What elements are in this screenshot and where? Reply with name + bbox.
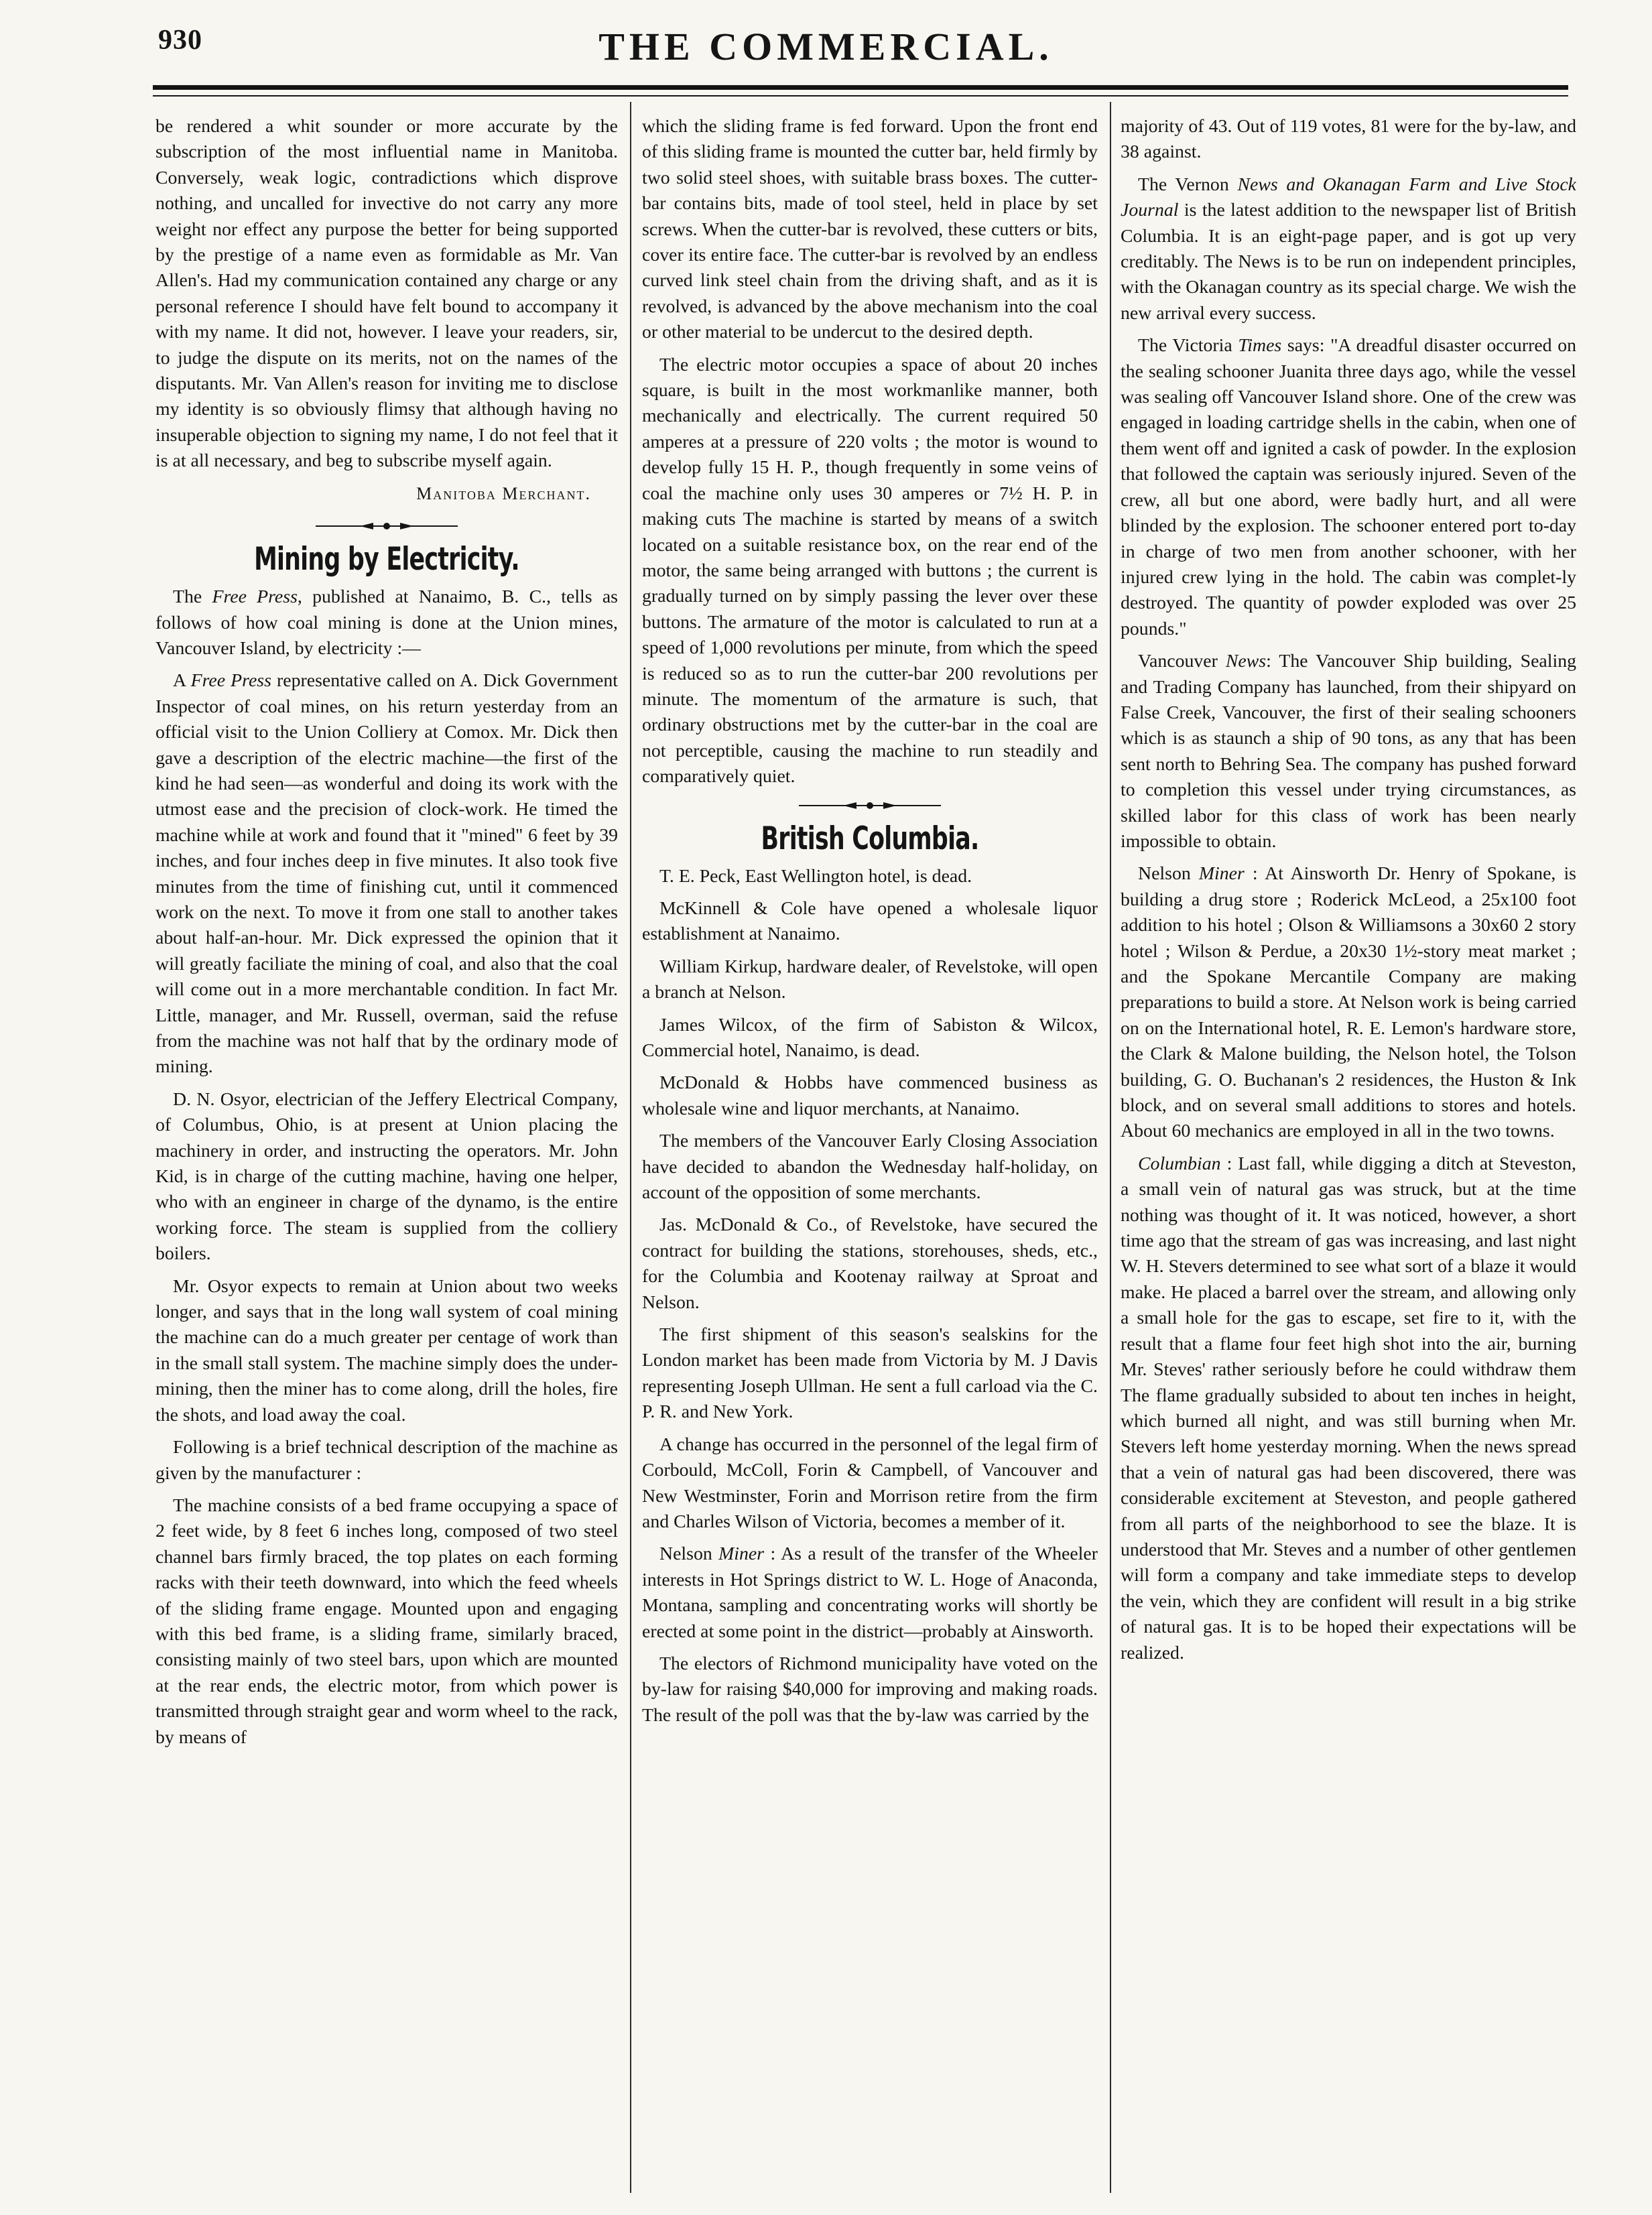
news-item: McDonald & Hobbs have commenced business as wholesale wine and liquor merchants, at Nanaimo. xyxy=(642,1072,1098,1119)
heading-british-columbia: British Columbia. xyxy=(761,820,979,857)
news-item: The members of the Vancouver Early Closing Association have decided to abandon the Wednesday half-holiday, on account of the opposition of some merchants. xyxy=(642,1131,1098,1204)
news-item: Vancouver News: The Vancouver Ship building, Sealing and Trading Company has launched, from their shipyard on False Creek, Vancouver, the first of their sealing schooners which is as staunch a ship of 90 tons, as any that has been sent north to Behring Sea. The company has pushed forward to completion this vessel under trying circumstances, as skilled labor for this class of work has been nearly impossible to obtain. xyxy=(1121,651,1576,852)
section-ornament xyxy=(155,520,618,532)
letter-paragraph: be rendered a whit sounder or more accurate by the subscription of the most influential name in Manitoba. Conversely, weak logic, contradictions which disprove nothing, and uncalled for invective do not carry any more weight nor effect any purpose the better for being supported by the prestige of a name even as formidable as Mr. Van Allen's. Had my communication contained any charge or any personal reference I should have felt bound to accompany it with my name. It did not, however. I leave your readers, sir, to judge the dispute on its merits, not on the names of the disputants. Mr. Van Allen's reason for inviting me to disclose my identity is so obviously flimsy that although having no insuperable objection to signing my name, I do not feel that it is at all necessary, and beg to subscribe myself again. xyxy=(155,116,618,472)
mining-paragraph: A Free Press representative called on A. Dick Government Inspector of coal mines, on his return yesterday from an official visit to the Union Colliery at Comox. Mr. Dick then gave a description of the electric machine—the first of the kind he had seen—as wonderful and doing its work with the utmost ease and the precision of clock-work. He timed the machine while at work and found that it "mined" 6 feet by 39 inches, and four inches deep in five minutes. It also took five minutes from the time of finishing cut, until it commenced work on the next. To move it from one stall to another takes about half-an-hour. Mr. Dick expressed the opinion that it will greatly faciliate the mining of coal, and also that the coal will come out in a more merchantable condition. In fact Mr. Little, manager, and Mr. Russell, overman, said the refuse from the machine was not half that by the ordinary mode of mining. xyxy=(155,670,618,1078)
news-item: James Wilcox, of the firm of Sabiston & Wilcox, Commercial hotel, Nanaimo, is dead. xyxy=(642,1014,1098,1061)
news-item: Columbian : Last fall, while digging a ditch at Steveston, a small vein of natural gas was struck, but at the time nothing was thought of it. It was noticed, however, a short time ago that the stream of gas was increasing, and last night W. H. Stevers determined to see what sort of a blaze it would make. He placed a barrel over the stream, and allowing only a small hole for the gas to escape, set fire to it, with the result that a flame four feet high shot into the air, burning Mr. Steves' rather seriously before he could withdraw them The flame gradually subsided to about ten inches in height, which burned all night, and was still burning when Mr. Stevers left home yesterday morning. When the news spread that a vein of natural gas had been discovered, there was considerable excitement at Steveston, and people gathered from all parts of the neighborhood to see the blaze. It is understood that Mr. Steves and a number of other gentlemen will form a company and take immediate steps to develop the vein, which they are confident will result in a big strike of natural gas. It is to be hoped their expectations will be realized. xyxy=(1121,1153,1576,1663)
mining-paragraph: Following is a brief technical description of the machine as given by the manufacturer : xyxy=(155,1437,618,1484)
news-item: majority of 43. Out of 119 votes, 81 were for the by-law, and 38 against. xyxy=(1121,116,1576,163)
column-2 xyxy=(642,114,1098,2168)
heading-mining-by-electricity: Mining by Electricity. xyxy=(254,541,519,578)
mining-paragraph: The machine consists of a bed frame occupying a space of 2 feet wide, by 8 feet 6 inches long, composed of two steel channel bars firmly braced, the top plates on each forming racks with their teeth downward, into which the feed wheels of the sliding frame engage. Mounted upon and engaging with this bed frame, is a sliding frame, similarly braced, consisting mainly of two steel bars, upon which are mounted at the rear ends, the electric motor, from which power is transmitted through straight gear and worm wheel to the rack, by means of xyxy=(155,1495,618,1748)
mining-paragraph: The Free Press, published at Nanaimo, B. C., tells as follows of how coal mining is done at the Union mines, Vancouver Island, by electricity :— xyxy=(155,586,618,659)
column-divider-1 xyxy=(630,102,631,2193)
news-item: T. E. Peck, East Wellington hotel, is dead. xyxy=(659,865,972,887)
news-item: Jas. McDonald & Co., of Revelstoke, have secured the contract for building the stations, storehouses, sheds, etc., for the Columbia and Kootenay railway at Sproat and Nelson. xyxy=(642,1214,1098,1313)
machine-paragraph: which the sliding frame is fed forward. Upon the front end of this sliding frame is mounted the cutter bar, held firmly by two solid steel shoes, with suitable brass boxes. The cutter-bar contains bits, made of tool steel, held in place by set screws. When the cutter-bar is revolved, these cutters or bits, cover its entire face. The cutter-bar is revolved by an endless curved link steel chain from the driving shaft, and as it is revolved, is advanced by the above mechanism into the coal or other material to be undercut to the desired depth. xyxy=(642,116,1098,343)
machine-paragraph: The electric motor occupies a space of about 20 inches square, is built in the most workmanlike manner, both mechanically and electrically. The current required 50 amperes at a pressure of 220 volts ; the motor is wound to develop fully 15 H. P., though frequently in some veins of coal the machine only uses 30 amperes or 7½ H. P. in making cuts The machine is started by means of a switch located on a suitable resistance box, on the rear end of the motor, the same being arranged with buttons ; the current is gradually turned on by simply passing the lever over these buttons. The armature of the motor is calculated to run at a speed of 1,000 revolutions per minute, from which the speed is reduced so as to run the cutter-bar 200 revolutions per minute. The momentum of the armature is such, that ordinary obstructions met by the cutter-bar in the coal are not perceptible, causing the machine to run steadily and comparatively quiet. xyxy=(642,354,1098,787)
news-item: The first shipment of this season's sealskins for the London market has been made from Victoria by M. J Davis representing Joseph Ullman. He sent a full carload via the C. P. R. and New York. xyxy=(642,1324,1098,1423)
header-rule-thick xyxy=(153,85,1568,90)
mining-paragraph: Mr. Osyor expects to remain at Union about two weeks longer, and says that in the long wall system of coal mining the machine can do a much greater per centage of work than in the small stall system. The machine simply does the under-mining, then the miner has to come along, drill the holes, fire the shots, and load away the coal. xyxy=(155,1275,618,1426)
mining-paragraph: D. N. Osyor, electrician of the Jeffery Electrical Company, of Columbus, Ohio, is at present at Union placing the machinery in order, and instructing the operators. Mr. John Kid, is in charge of the cutting machine, having one helper, who with an engineer in charge of the dynamo, is the entire working force. The steam is supplied from the colliery boilers. xyxy=(155,1088,618,1265)
news-item: Nelson Miner : As a result of the transfer of the Wheeler interests in Hot Springs district to W. L. Hoge of Anaconda, Montana, sampling and concentrating works will shortly be erected at some point in the district—probably at Ainsworth. xyxy=(642,1543,1098,1642)
news-item: The electors of Richmond municipality have voted on the by-law for raising $40,000 for improving and making roads. The result of the poll was that the by-law was carried by the xyxy=(642,1653,1098,1726)
column-3 xyxy=(1121,114,1576,2168)
column-divider-2 xyxy=(1110,102,1111,2193)
news-item: A change has occurred in the personnel of the legal firm of Corbould, McColl, Forin & Campbell, of Vancouver and New Westminster, Forin and Morrison retire from the firm and Charles Wilson of Victoria, becomes a member of it. xyxy=(642,1434,1098,1532)
news-item: William Kirkup, hardware dealer, of Revelstoke, will open a branch at Nelson. xyxy=(642,956,1098,1003)
page-number: 930 xyxy=(158,25,202,56)
news-item: Nelson Miner : At Ainsworth Dr. Henry of Spokane, is building a drug store ; Roderick McLeod, a 25x100 foot addition to his hotel ; Olson & Williamsons a 30x60 2 story hotel ; Wilson & Perdue, a 20x30 1½-story meat market ; and the Spokane Mercantile Company are making preparations to build a store. At Nelson work is being carried on on the International hotel, R. E. Lemon's hardware store, the Clark & Malone building, the Nelson hotel, the Tolson building, G. O. Buchanan's 2 residences, the Huston & Ink block, and on several small additions to stores and hotels. About 60 mechanics are employed in all in the two towns. xyxy=(1121,863,1576,1142)
header-rule-thin xyxy=(153,95,1568,97)
news-item: The Victoria Times says: "A dreadful disaster occurred on the sealing schooner Juanita three days ago, while the vessel was sealing off Vancouver Island shore. One of the crew was engaged in loading cartridge shells in the cabin, when one of them went off and ignited a cask of powder. In the explosion that followed the captain was seriously injured. Seven of the crew, all but one abord, were badly hurt, and all were blinded by the explosion. The schooner entered port to-day in charge of two men from another schooner, with her injured crew lying in the hold. The cabin was complet-ly destroyed. The quantity of powder exploded was over 25 pounds." xyxy=(1121,335,1576,639)
letter-signature: Manitoba Merchant. xyxy=(416,483,591,503)
news-item: McKinnell & Cole have opened a wholesale liquor establishment at Nanaimo. xyxy=(642,897,1098,945)
masthead: THE COMMERCIAL. xyxy=(598,25,1054,68)
news-item: The Vernon News and Okanagan Farm and Live Stock Journal is the latest addition to the newspaper list of British Columbia. It is an eight-page paper, and is got up very creditably. The News is to be run on independent principles, with the Okanagan country as its special charge. We wish the new arrival every success. xyxy=(1121,174,1576,324)
column-1 xyxy=(155,114,618,2168)
section-ornament xyxy=(642,800,1098,812)
